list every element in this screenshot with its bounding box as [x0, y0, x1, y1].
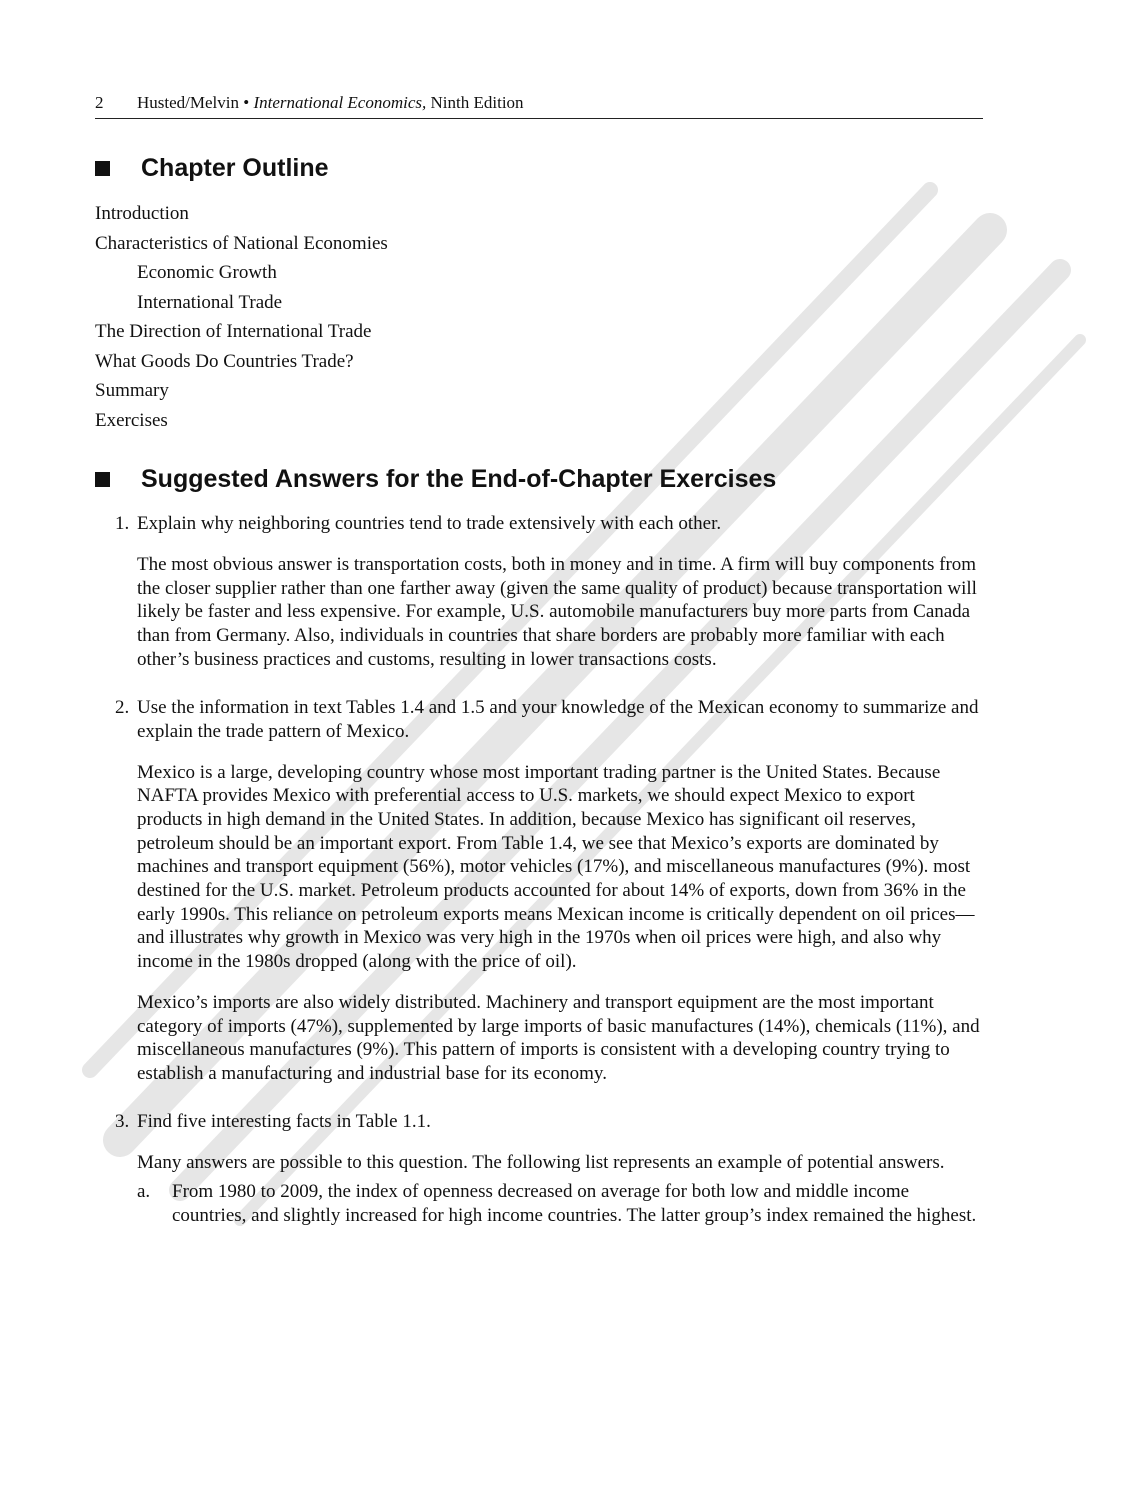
- chapter-outline-heading: [95, 153, 329, 183]
- question-number: 2.: [115, 696, 130, 718]
- header-edition: Ninth Edition: [430, 93, 524, 112]
- question-text: Find five interesting facts in Table 1.1.: [137, 1110, 431, 1132]
- exercise-1: [95, 512, 985, 672]
- question-number: 3.: [115, 1110, 130, 1132]
- answers-heading: [95, 464, 776, 494]
- subitem-label: a.: [137, 1181, 151, 1203]
- outline-item: Introduction: [95, 203, 189, 224]
- header-bullet: •: [243, 93, 250, 112]
- outline-item: The Direction of International Trade: [95, 321, 372, 342]
- outline-subitem: Economic Growth: [137, 262, 277, 283]
- question-text: Explain why neighboring countries tend to trade extensively with each other.: [137, 513, 722, 534]
- answer-subitem: [137, 1180, 985, 1227]
- question-number: 1.: [115, 513, 130, 534]
- answer-paragraph: Mexico’s imports are also widely distributed. Machinery and transport equipment are the most important category of imports (47%), supplemented by large imports of basic manufactures (14%), chemicals (11%), and miscellaneous manufactures (9%). This pattern of imports is consistent with a developing country trying to establish a manufacturing and industrial base for its economy.: [137, 991, 980, 1084]
- chapter-outline-list: [95, 199, 388, 435]
- question: [95, 1110, 985, 1134]
- answer-paragraph: The most obvious answer is transportation costs, both in money and in time. A firm will buy components from the closer supplier rather than one farther away (given the same quality of product) because transportation will likely be faster and less expensive. For example, U.S. automobile manufacturers buy more parts from Canada than from Germany. Also, individuals in countries that share borders are probably more familiar with each other’s business practices and customs, resulting in lower transactions costs.: [137, 554, 977, 670]
- answer-paragraph: Mexico is a large, developing country whose most important trading partner is the United States. Because NAFTA provides Mexico with preferential access to U.S. markets, we should expect Mexico to export products in high demand in the United States. In addition, because Mexico has significant oil reserves, petroleum should be an important export. From Table 1.4, we see that Mexico’s exports are dominated by machines and transport equipment (56%), motor vehicles (17%), and miscellaneous manufactures (9%). most destined for the U.S. market. Petroleum products accounted for about 14% of exports, down from 36% in the early 1990s. This reliance on petroleum exports means Mexican income is critically dependent on oil prices—and illustrates why growth in Mexico was very high in the 1970s when oil prices were high, and also why income in the 1980s dropped (along with the price of oil).: [137, 761, 975, 973]
- question: [95, 512, 985, 536]
- answers-title: Suggested Answers for the End-of-Chapter Exercises: [141, 465, 777, 493]
- question: [95, 696, 985, 744]
- outline-subitem: International Trade: [137, 291, 283, 313]
- outline-item: What Goods Do Countries Trade?: [95, 350, 354, 372]
- answer-paragraph: Many answers are possible to this question. The following list represents an example of potential answers.: [137, 1151, 945, 1173]
- exercise-answers: [95, 512, 985, 1245]
- header-book-title: International Economics,: [253, 93, 427, 112]
- exercise-3: [95, 1110, 985, 1228]
- outline-item: Exercises: [95, 409, 168, 431]
- chapter-outline-title: Chapter Outline: [141, 154, 329, 182]
- running-header: [95, 92, 983, 119]
- outline-item: Summary: [95, 380, 169, 401]
- question-text: Use the information in text Tables 1.4 and 1.5 and your knowledge of the Mexican economy to summarize and explain the trade pattern of Mexico.: [137, 696, 979, 742]
- subitem-text: From 1980 to 2009, the index of openness decreased on average for both low and middle income countries, and slightly increased for high income countries. The latter group’s index remained the highest.: [172, 1181, 977, 1227]
- header-authors: Husted/Melvin: [137, 93, 239, 112]
- square-bullet-icon: [95, 472, 110, 487]
- exercise-2: [95, 696, 985, 1086]
- square-bullet-icon: [95, 161, 110, 176]
- outline-item: Characteristics of National Economies: [95, 232, 388, 254]
- page-number: 2: [95, 93, 104, 112]
